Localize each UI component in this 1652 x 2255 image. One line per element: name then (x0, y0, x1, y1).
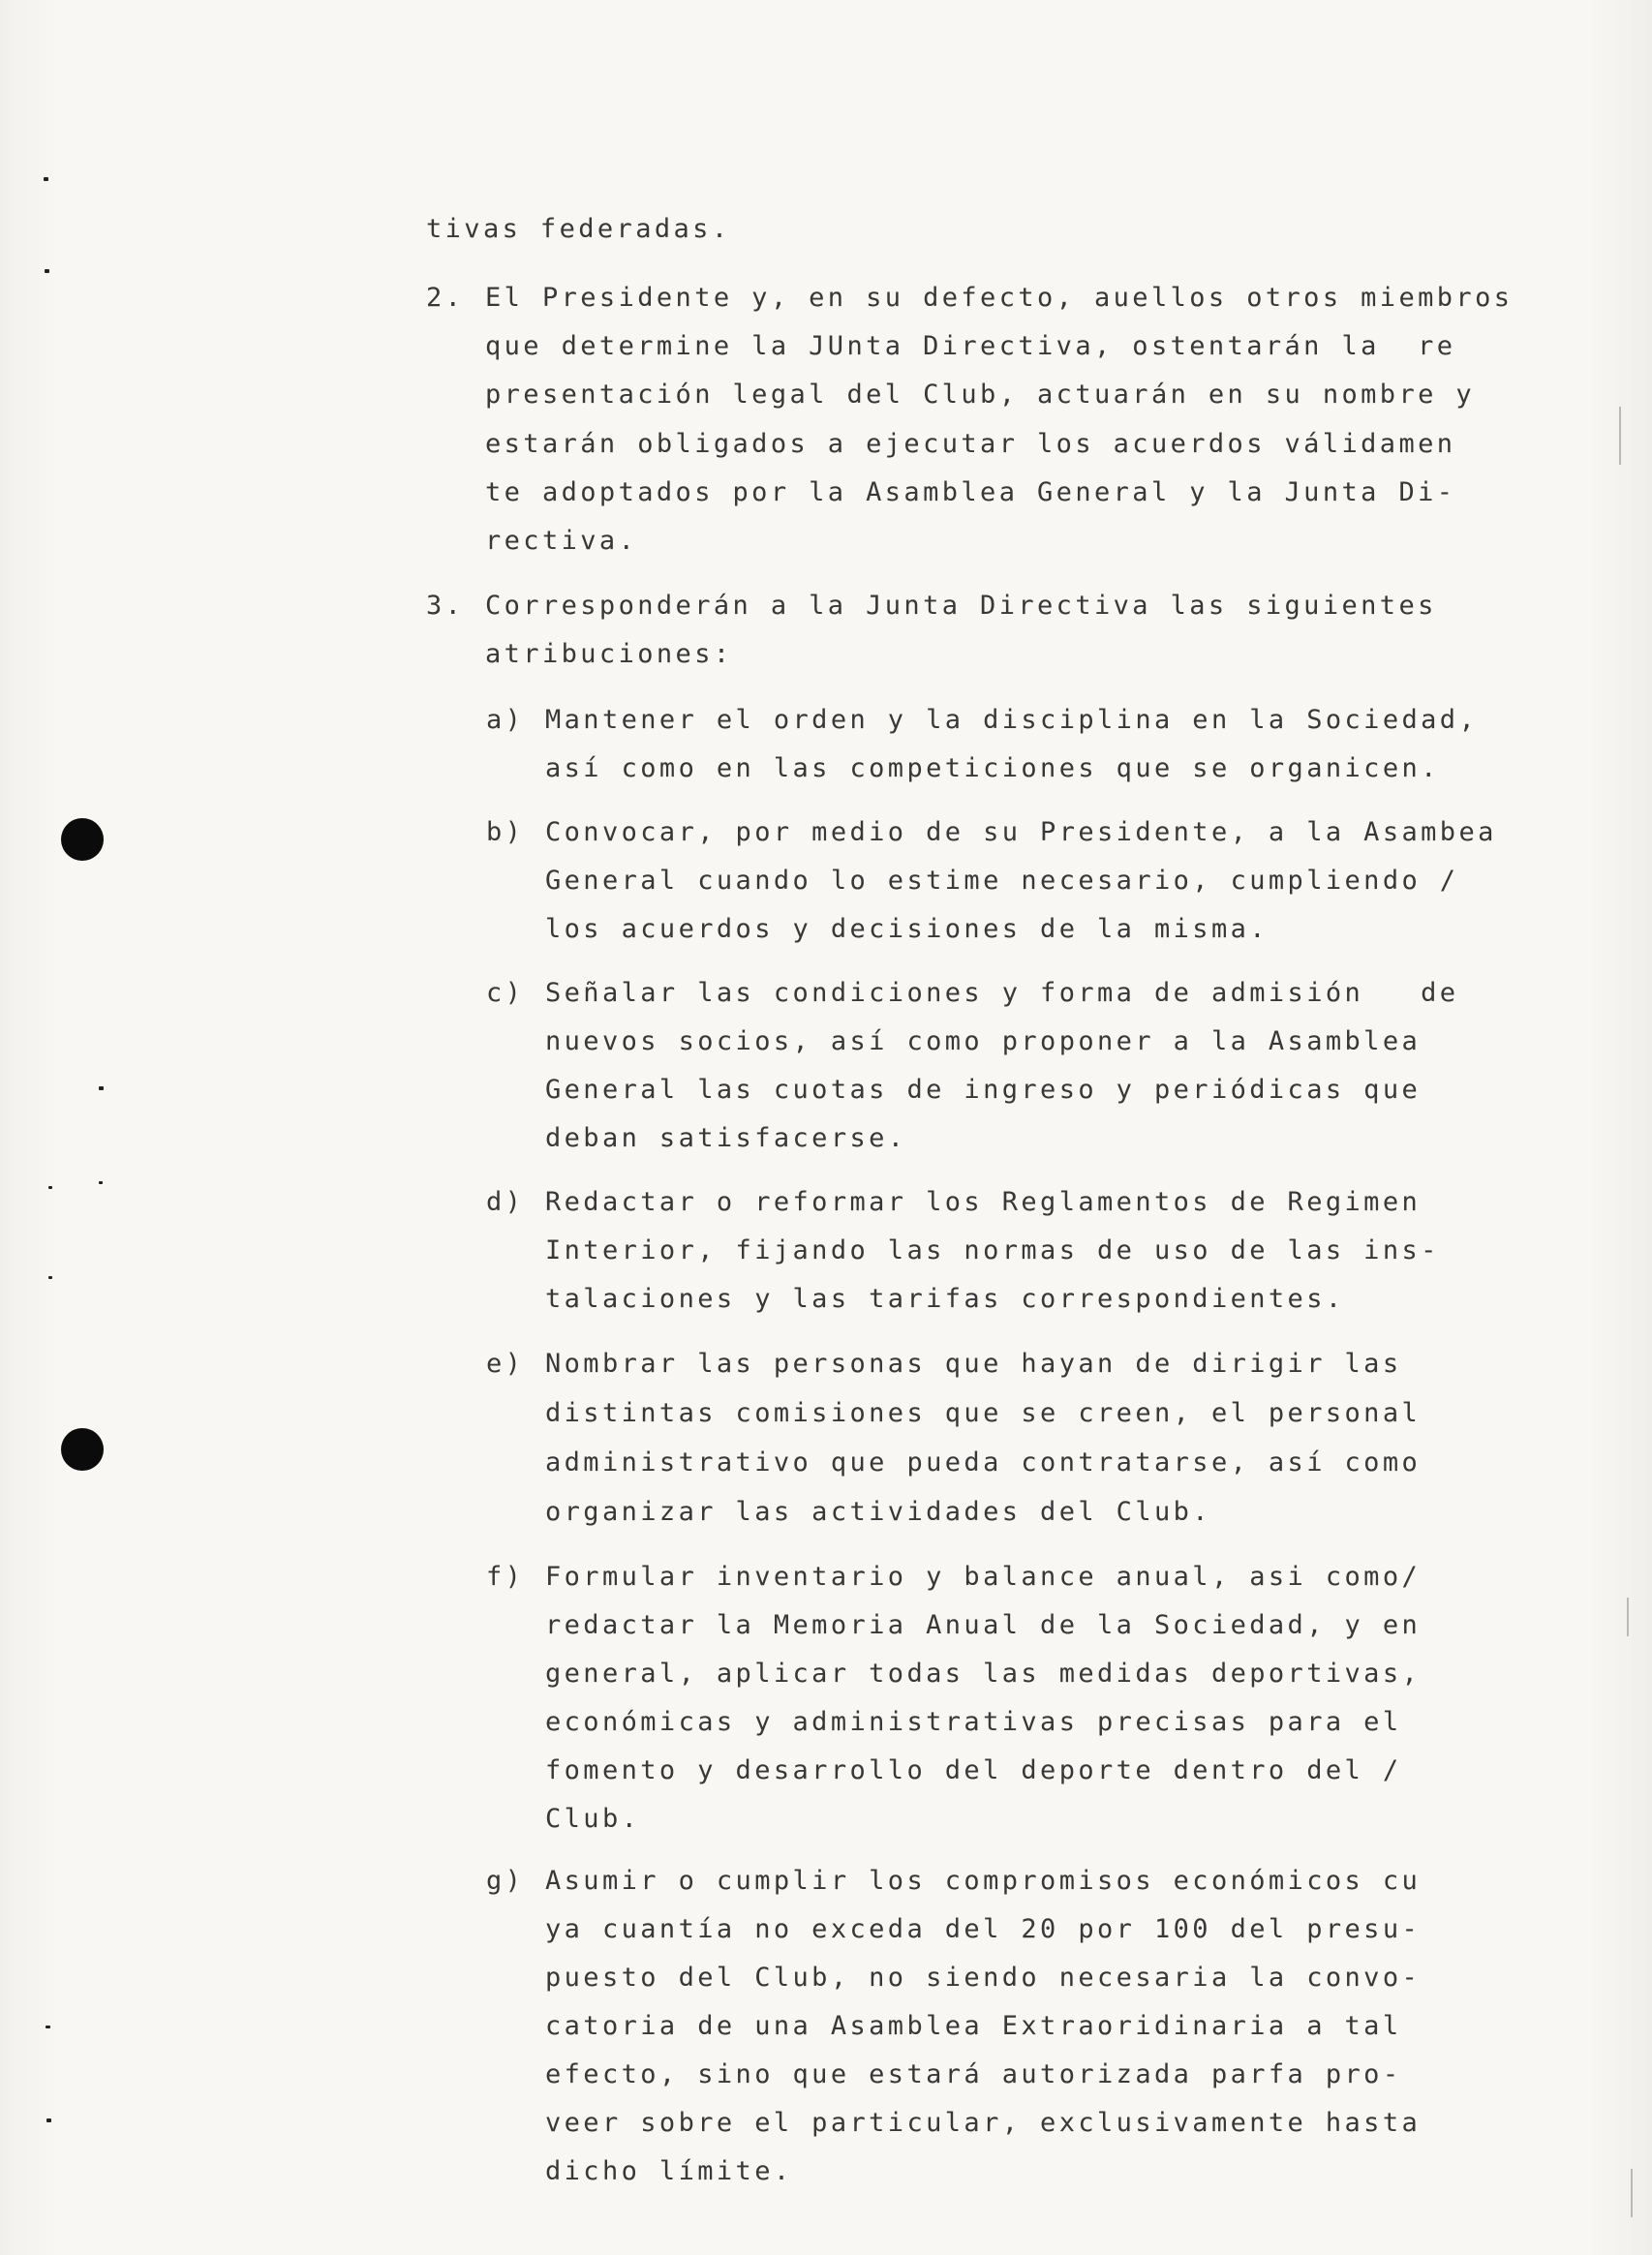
text-line: deban satisfacerse. (545, 1123, 907, 1153)
text-line: organizar las actividades del Club. (545, 1497, 1211, 1527)
text-line: General cuando lo estime necesario, cumpliendo / (545, 866, 1459, 896)
edge-mark (1631, 2169, 1633, 2217)
subitem-marker: f) (486, 1562, 525, 1592)
text-line: que determine la JUnta Directiva, ostentarán la re (485, 331, 1456, 361)
subitem-marker: b) (486, 817, 525, 847)
punch-hole-top (61, 818, 104, 861)
text-line: distintas comisiones que se creen, el personal (545, 1398, 1422, 1428)
text-line: Mantener el orden y la disciplina en la Sociedad, (545, 705, 1479, 735)
text-line: redactar la Memoria Anual de la Sociedad, y en (545, 1610, 1422, 1640)
margin-speck (48, 1276, 52, 1279)
subitem-marker: c) (486, 978, 525, 1008)
text-line: Interior, fijando las normas de uso de las ins- (545, 1235, 1440, 1265)
margin-speck (99, 1181, 103, 1184)
item-marker: 3. (426, 591, 465, 621)
margin-speck (99, 1086, 104, 1090)
item-marker: 2. (426, 283, 465, 313)
text-line: tivas federadas. (426, 214, 731, 244)
margin-speck (44, 177, 48, 181)
text-line: veer sobre el particular, exclusivamente hasta (545, 2108, 1422, 2138)
punch-hole-bottom (61, 1428, 104, 1471)
text-line: los acuerdos y decisiones de la misma. (545, 914, 1269, 944)
text-line: puesto del Club, no siendo necesaria la convo- (545, 1963, 1422, 1993)
text-line: dicho límite. (545, 2156, 793, 2186)
text-line: efecto, sino que estará autorizada parfa pro- (545, 2059, 1402, 2089)
text-line: Club. (545, 1804, 641, 1834)
text-line: Corresponderán a la Junta Directiva las siguientes (485, 591, 1437, 621)
text-line: El Presidente y, en su defecto, auellos otros miembros (485, 283, 1514, 313)
subitem-marker: g) (486, 1866, 525, 1896)
margin-speck (48, 1186, 52, 1189)
text-line: presentación legal del Club, actuarán en su nombre y (485, 380, 1476, 410)
text-line: catoria de una Asamblea Extraoridinaria a tal (545, 2011, 1402, 2041)
text-line: General las cuotas de ingreso y periódicas que (545, 1075, 1422, 1105)
edge-mark (1627, 1598, 1629, 1636)
text-line: ya cuantía no exceda del 20 por 100 del presu- (545, 1914, 1422, 1944)
text-line: Nombrar las personas que hayan de dirigir las (545, 1349, 1402, 1379)
text-line: fomento y desarrollo del deporte dentro del / (545, 1755, 1402, 1785)
text-line: Redactar o reformar los Reglamentos de Regimen (545, 1187, 1422, 1217)
text-line: Convocar, por medio de su Presidente, a la Asambea (545, 817, 1497, 847)
text-line: nuevos socios, así como proponer a la Asamblea (545, 1026, 1422, 1056)
margin-speck (46, 2118, 51, 2122)
text-line: así como en las competiciones que se organicen. (545, 753, 1440, 783)
subitem-marker: e) (486, 1349, 525, 1379)
text-line: administrativo que pueda contratarse, así como (545, 1447, 1422, 1478)
text-line: rectiva. (485, 526, 638, 556)
subitem-marker: d) (486, 1187, 525, 1217)
text-line: estarán obligados a ejecutar los acuerdos válidamen (485, 429, 1456, 459)
text-line: te adoptados por la Asamblea General y la Junta Di- (485, 477, 1456, 507)
edge-mark (1619, 407, 1621, 465)
subitem-marker: a) (486, 705, 525, 735)
text-line: Señalar las condiciones y forma de admisión de (545, 978, 1459, 1008)
text-line: atribuciones: (485, 639, 733, 669)
text-line: general, aplicar todas las medidas deportivas, (545, 1659, 1422, 1689)
margin-speck (46, 2026, 50, 2028)
margin-speck (45, 269, 49, 273)
text-line: Formular inventario y balance anual, asi como/ (545, 1562, 1422, 1592)
text-line: económicas y administrativas precisas para el (545, 1707, 1402, 1737)
text-line: Asumir o cumplir los compromisos económicos cu (545, 1866, 1422, 1896)
text-line: talaciones y las tarifas correspondientes. (545, 1284, 1345, 1314)
